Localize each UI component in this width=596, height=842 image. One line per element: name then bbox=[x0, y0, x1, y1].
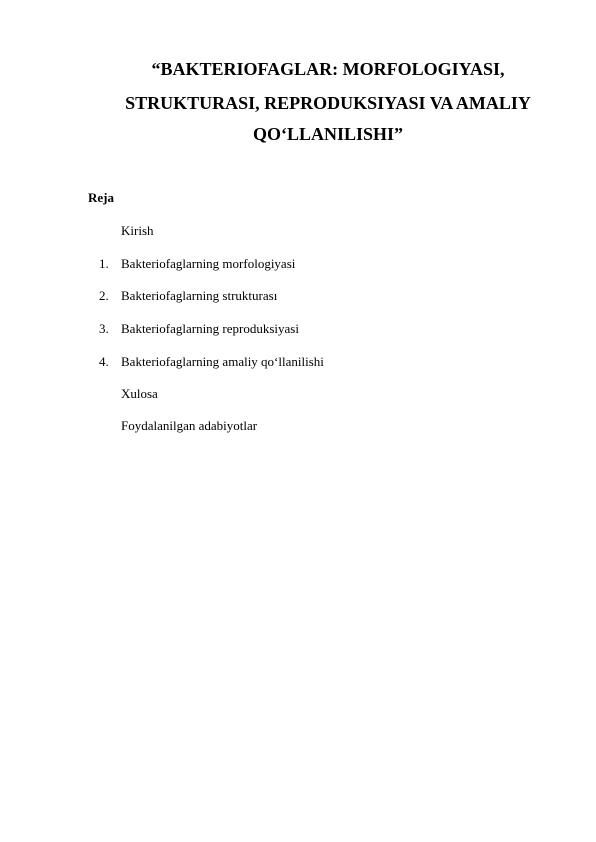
plan-item-structure bbox=[99, 288, 278, 304]
plan-item-text: Bakteriofaglarning strukturası bbox=[121, 288, 278, 303]
plan-item-references bbox=[121, 418, 257, 434]
plan-item-morphology bbox=[99, 256, 296, 272]
plan-heading: Reja bbox=[88, 190, 114, 205]
plan-item-text: Foydalanilgan adabiyotlar bbox=[121, 418, 258, 433]
plan-item-text: Bakteriofaglarning morfologiyasi bbox=[121, 256, 296, 271]
plan-item-text: Bakteriofaglarning amaliy qo‘llanilishi bbox=[121, 354, 324, 369]
plan-item-conclusion bbox=[121, 386, 158, 402]
title-line-3: QO‘LLANILISHI” bbox=[252, 124, 404, 144]
plan-item-number: 3. bbox=[99, 321, 109, 336]
plan-item-introduction bbox=[121, 223, 154, 239]
plan-item-number: 4. bbox=[99, 354, 109, 369]
plan-item-number: 1. bbox=[99, 256, 109, 271]
title-line-2: STRUKTURASI, REPRODUKSIYASI VA AMALIY bbox=[125, 93, 531, 113]
plan-item-text: Bakteriofaglarning reproduksiyasi bbox=[121, 321, 299, 336]
title-line-1: “BAKTERIOFAGLAR: MORFOLOGIYASI, bbox=[151, 59, 505, 79]
plan-item-reproduction bbox=[99, 321, 299, 337]
plan-item-text: Kirish bbox=[121, 223, 154, 238]
plan-item-number: 2. bbox=[99, 288, 109, 303]
plan-item-application bbox=[99, 354, 324, 370]
plan-item-text: Xulosa bbox=[121, 386, 158, 401]
